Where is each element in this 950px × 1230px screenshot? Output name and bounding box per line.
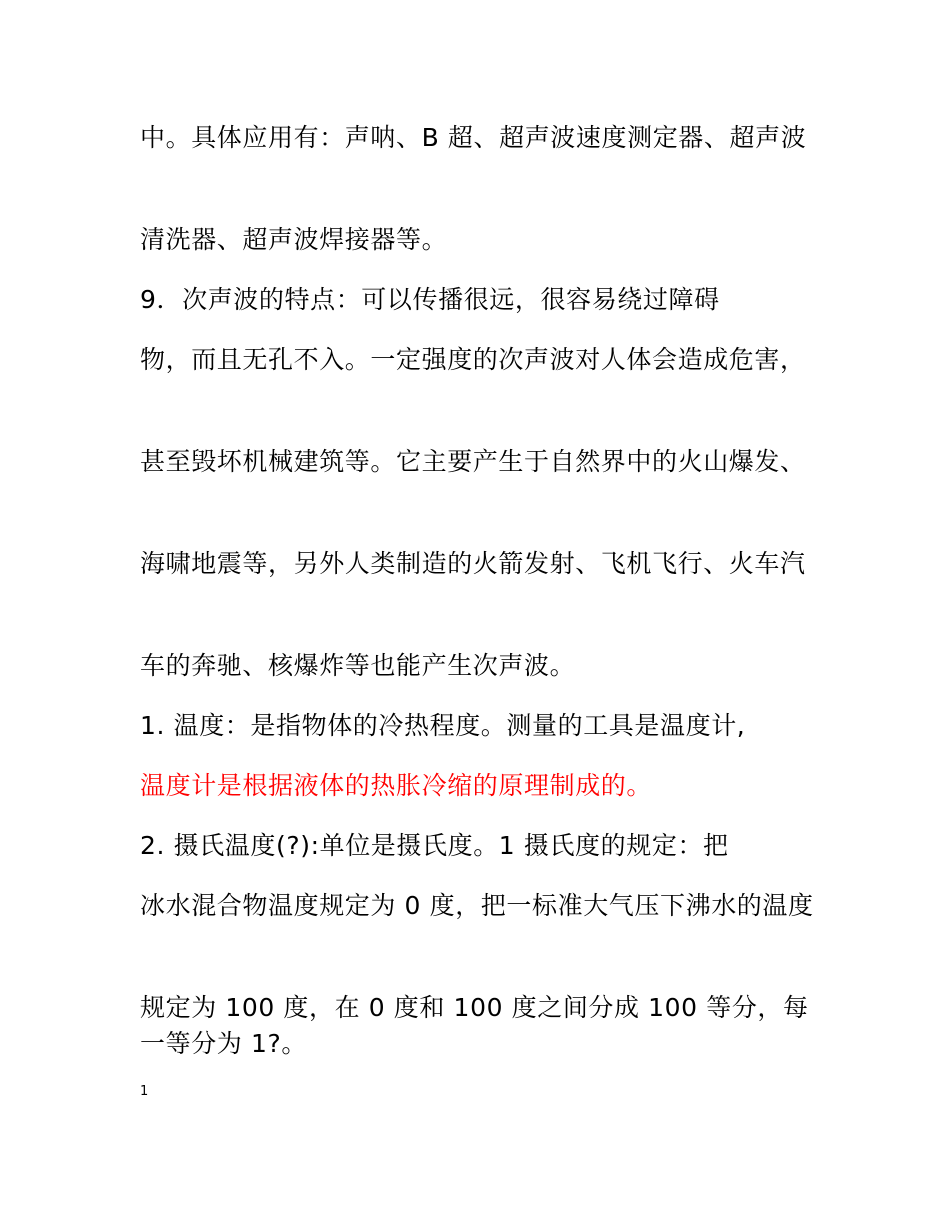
paragraph-line: 甚至毁坏机械建筑等。它主要产生于自然界中的火山爆发、	[140, 447, 806, 476]
paragraph-line: 清洗器、超声波焊接器等。	[140, 225, 448, 254]
paragraph-heading-2: 2. 摄氏温度(?):单位是摄氏度。1 摄氏度的规定：把	[140, 831, 729, 860]
paragraph-line: 冰水混合物温度规定为 0 度，把一标准大气压下沸水的温度	[140, 891, 814, 920]
paragraph-line: 海啸地震等，另外人类制造的火箭发射、飞机飞行、火车汽	[140, 549, 806, 578]
paragraph-line: 中。具体应用有：声呐、B 超、超声波速度测定器、超声波	[140, 123, 807, 152]
paragraph-line: 车的奔驰、核爆炸等也能产生次声波。	[140, 651, 576, 680]
highlighted-sentence: 温度计是根据液体的热胀冷缩的原理制成的。	[140, 771, 653, 800]
paragraph-heading-9: 9．次声波的特点：可以传播很远，很容易绕过障碍	[140, 285, 720, 314]
page-number: 1	[140, 1084, 149, 1099]
paragraph-line: 规定为 100 度，在 0 度和 100 度之间分成 100 等分，每一等分为 1?。	[140, 993, 809, 1058]
paragraph-line: 物，而且无孔不入。一定强度的次声波对人体会造成危害，	[140, 345, 806, 374]
paragraph-heading-1: 1. 温度：是指物体的冷热程度。测量的工具是温度计,	[140, 711, 746, 740]
